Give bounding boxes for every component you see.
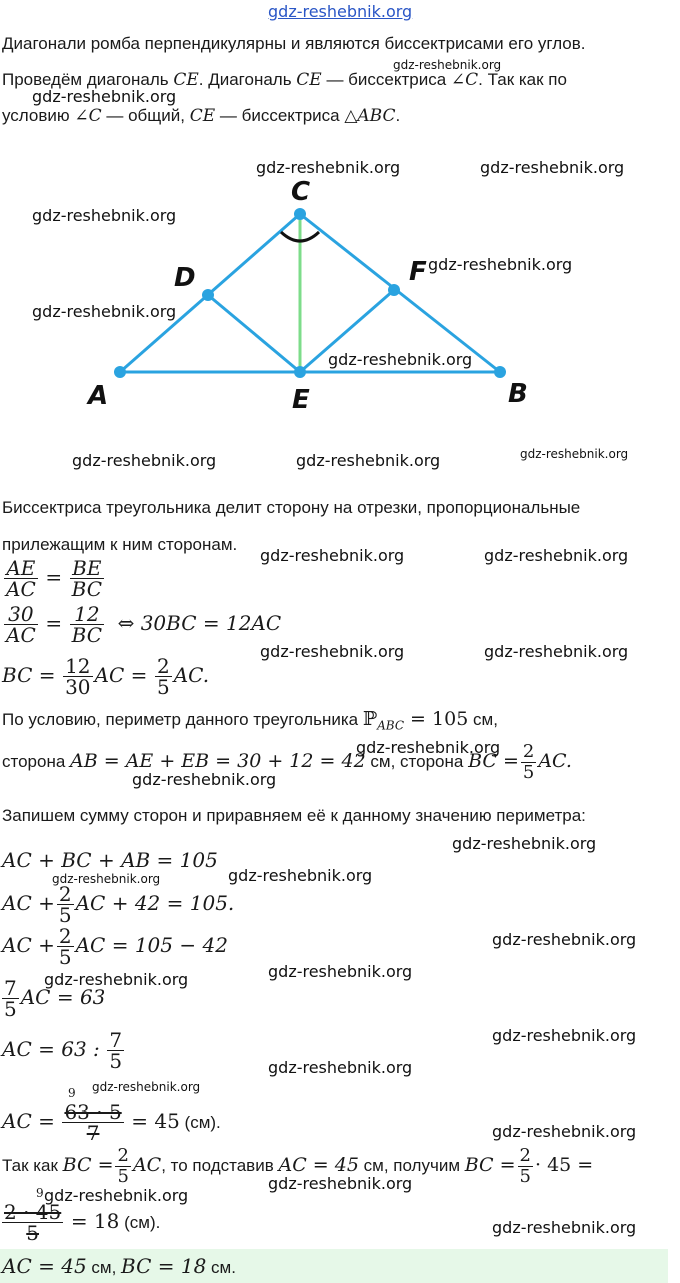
- denominator: 7: [86, 1121, 100, 1145]
- denominator: BC: [71, 623, 103, 647]
- watermark-top-link[interactable]: gdz-reshebnik.org: [268, 2, 413, 21]
- watermark-text: gdz-reshebnik.org: [484, 642, 629, 661]
- point-e: [294, 366, 306, 378]
- paragraph-sum-sides: Запишем сумму сторон и приравняем её к данному значению периметра:: [2, 806, 586, 825]
- math-mid: AC =: [94, 662, 148, 687]
- numerator: AE: [4, 558, 38, 579]
- numerator: 2: [156, 654, 170, 678]
- denominator: 5: [522, 762, 535, 783]
- paragraph-perimeter: [2, 708, 498, 732]
- math-text: AC = 63 :: [2, 1036, 100, 1061]
- math-result: = 18: [70, 1208, 120, 1233]
- denominator: 30: [65, 675, 91, 699]
- watermark-text: gdz-reshebnik.org: [296, 451, 441, 470]
- equation-bc-expression: [2, 656, 209, 697]
- watermark-text: gdz-reshebnik.org: [393, 58, 502, 72]
- paragraph-rhombus-property: Диагонали ромба перпендикулярны и являются биссектрисами его углов.: [2, 34, 586, 53]
- text: см, сторона: [365, 751, 469, 771]
- math-ce: CE: [296, 70, 322, 90]
- watermark-text: gdz-reshebnik.org: [32, 87, 177, 106]
- watermark-text: gdz-reshebnik.org: [52, 872, 161, 886]
- label-f: F: [409, 257, 427, 287]
- triangle-figure: [0, 150, 680, 430]
- numerator: 30: [4, 604, 38, 625]
- label-c: C: [291, 177, 311, 207]
- math-angle-c: ∠C: [74, 106, 102, 126]
- numerator: 2 · 45: [4, 1200, 62, 1224]
- equation-step-6: [2, 1102, 221, 1143]
- math-angle-c: ∠C: [450, 70, 479, 90]
- watermark-text: gdz-reshebnik.org: [260, 546, 405, 565]
- text: см,: [468, 710, 498, 729]
- math-bc: BC =: [62, 1153, 114, 1176]
- math-perimeter-symbol: ℙ: [362, 708, 378, 730]
- math-ac: AC: [132, 1153, 162, 1176]
- text: Проведём диагональ: [2, 70, 174, 89]
- equation-step-8: [0, 1202, 160, 1243]
- math-ac-value: AC = 45: [278, 1153, 359, 1176]
- math-text: AC = 105 − 42: [75, 932, 228, 957]
- denominator: 5: [117, 1166, 129, 1187]
- watermark-text: gdz-reshebnik.org: [268, 962, 413, 981]
- numerator: 63 · 5: [64, 1100, 122, 1124]
- unit-text: см.: [206, 1258, 236, 1277]
- text: По условию, периметр данного треугольника: [2, 710, 363, 729]
- answer-text: [2, 1254, 236, 1279]
- side-bc: [300, 214, 500, 372]
- watermark-text: gdz-reshebnik.org: [92, 1080, 201, 1094]
- cancel-result-9: 9: [36, 1186, 44, 1200]
- text: Так как: [2, 1155, 63, 1175]
- point-a: [114, 366, 126, 378]
- equation-step-2: [2, 884, 234, 925]
- numerator: 2: [117, 1145, 129, 1166]
- watermark-text: gdz-reshebnik.org: [520, 447, 629, 461]
- math-text: AC + 42 = 105.: [75, 890, 235, 915]
- watermark-text: gdz-reshebnik.org: [44, 1186, 189, 1205]
- text: . Так как по: [478, 70, 567, 89]
- text: — общий,: [101, 106, 190, 125]
- label-b: B: [508, 379, 528, 409]
- math-text: AC +: [2, 890, 55, 915]
- watermark-text: gdz-reshebnik.org: [492, 1218, 637, 1237]
- point-c: [294, 208, 306, 220]
- unit-text: (см).: [179, 1112, 221, 1132]
- equation-step-3: [2, 926, 228, 967]
- operator: =: [45, 610, 63, 635]
- denominator: BC: [71, 577, 103, 601]
- numerator: 7: [109, 1028, 123, 1052]
- denominator: 5: [109, 1049, 123, 1073]
- watermark-text: gdz-reshebnik.org: [492, 930, 637, 949]
- numerator: 2: [58, 882, 72, 906]
- point-f: [388, 284, 400, 296]
- numerator: 12: [65, 654, 91, 678]
- math-subscript: ABC: [377, 718, 405, 733]
- math-ac: AC = 45: [2, 1254, 87, 1278]
- cancel-result-9: 9: [68, 1086, 76, 1100]
- watermark-text: gdz-reshebnik.org: [44, 970, 189, 989]
- point-b: [494, 366, 506, 378]
- text: условию: [2, 106, 75, 125]
- unit-text: (см).: [119, 1212, 161, 1232]
- paragraph-adjacent-sides: прилежащим к ним сторонам.: [2, 535, 238, 554]
- text: см, получим: [358, 1155, 465, 1175]
- math-bc: BC =: [468, 749, 519, 772]
- watermark-text: gdz-reshebnik.org: [268, 1174, 413, 1193]
- numerator: BE: [70, 558, 104, 579]
- watermark-text: gdz-reshebnik.org: [268, 1058, 413, 1077]
- watermark-text: gdz-reshebnik.org: [228, 866, 373, 885]
- math-ac: AC.: [538, 749, 572, 772]
- denominator: AC: [6, 577, 36, 601]
- math-ab: AB = AE + EB = 30 + 12 = 42: [70, 749, 366, 772]
- text: , то подставив: [161, 1155, 279, 1175]
- equation-sum: AC + BC + AB = 105: [2, 848, 218, 872]
- segment-de: [208, 295, 300, 372]
- watermark-text: gdz-reshebnik.org: [484, 546, 629, 565]
- watermark-text: gdz-reshebnik.org: [452, 834, 597, 853]
- math-bc: BC =: [464, 1153, 516, 1176]
- watermark-text: gdz-reshebnik.org: [260, 642, 405, 661]
- math-text: AC =: [2, 1108, 55, 1133]
- numerator: 12: [70, 604, 104, 625]
- paragraph-bisector-theorem: Биссектриса треугольника делит сторону на отрезки, пропорциональные: [2, 498, 581, 517]
- watermark-text: gdz-reshebnik.org: [132, 770, 277, 789]
- math-ce: CE: [173, 70, 199, 90]
- denominator: 5: [4, 997, 17, 1021]
- label-e: E: [292, 385, 310, 415]
- label-a: A: [88, 381, 109, 411]
- watermark-text: gdz-reshebnik.org: [72, 451, 217, 470]
- operator: =: [45, 564, 63, 589]
- numerator: 2: [58, 924, 72, 948]
- text: . Диагональ: [198, 70, 297, 89]
- equation-step-5: [2, 1030, 126, 1071]
- label-d: D: [174, 263, 196, 293]
- paragraph-common-angle: [2, 106, 400, 126]
- denominator: 5: [156, 675, 170, 699]
- text: — биссектриса: [321, 70, 451, 89]
- denominator: 5: [58, 903, 72, 927]
- text: сторона: [2, 751, 71, 771]
- text: — биссектриса: [215, 106, 345, 125]
- math-triangle-abc: △ABC: [344, 106, 396, 126]
- math-times: · 45 =: [535, 1153, 594, 1176]
- equivalence: ⇔ 30BC = 12AC: [117, 610, 282, 635]
- watermark-text: gdz-reshebnik.org: [428, 255, 573, 274]
- math-end: AC.: [173, 662, 210, 687]
- watermark-text: gdz-reshebnik.org: [32, 206, 177, 225]
- math-result: = 45: [131, 1108, 180, 1133]
- watermark-text: gdz-reshebnik.org: [356, 738, 501, 757]
- denominator: AC: [6, 623, 36, 647]
- math-text: AC = 63: [20, 984, 106, 1009]
- unit-text: см,: [86, 1258, 122, 1277]
- numerator: 7: [4, 976, 17, 1000]
- watermark-text: gdz-reshebnik.org: [328, 350, 473, 369]
- math-ce: CE: [189, 106, 216, 126]
- denominator: 5: [26, 1221, 39, 1245]
- watermark-text: gdz-reshebnik.org: [480, 158, 625, 177]
- denominator: 5: [519, 1166, 531, 1187]
- denominator: 5: [58, 945, 72, 969]
- math-value: = 105: [404, 708, 469, 730]
- point-d: [202, 289, 214, 301]
- equation-substitute: [2, 604, 281, 645]
- numerator: 2: [522, 741, 535, 762]
- math-text: AC +: [2, 932, 55, 957]
- numerator: 2: [519, 1145, 531, 1166]
- equation-proportion: [2, 558, 106, 599]
- math-lhs: BC =: [2, 662, 56, 687]
- text: .: [395, 106, 401, 125]
- watermark-text: gdz-reshebnik.org: [492, 1122, 637, 1141]
- watermark-text: gdz-reshebnik.org: [32, 302, 177, 321]
- watermark-text: gdz-reshebnik.org: [492, 1026, 637, 1045]
- watermark-text: gdz-reshebnik.org: [256, 158, 401, 177]
- math-bc: BC = 18: [121, 1254, 207, 1278]
